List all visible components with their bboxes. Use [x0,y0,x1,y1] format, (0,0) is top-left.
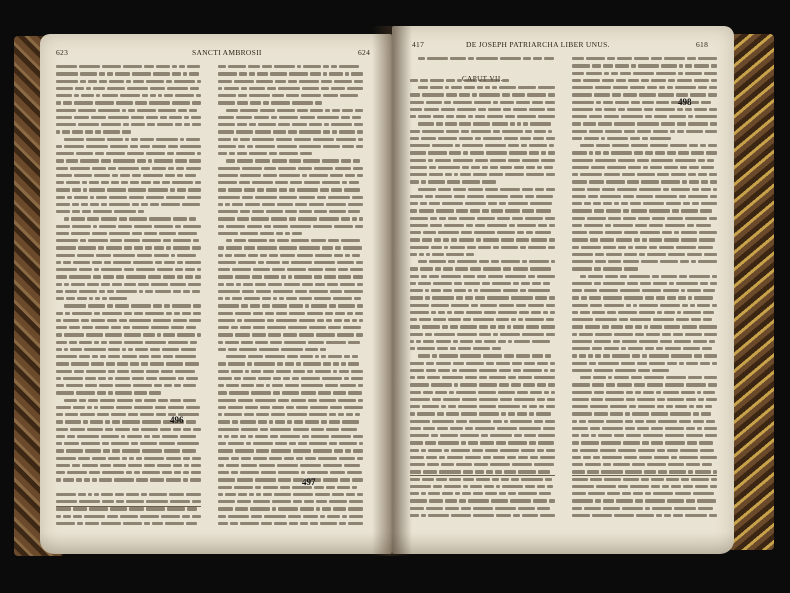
text-line [56,390,201,397]
text-line [56,71,201,78]
text-line [572,477,717,484]
text-line [218,289,363,296]
text-line [56,158,201,165]
text-line [56,245,201,252]
text-line [218,318,363,325]
text-line [56,318,201,325]
text-line [218,332,363,339]
text-line [218,108,363,115]
text-line [572,513,717,520]
text-line [410,426,555,433]
text-line [572,165,717,172]
text-line [56,115,201,122]
text-line [218,477,363,484]
text-line [218,86,363,93]
text-line [218,492,363,499]
text-line [218,166,363,173]
text-line [572,136,717,143]
text-line [218,231,363,238]
text-line [56,427,201,434]
right-page-number-right: 618 [696,40,709,49]
footnote-rule [572,475,717,476]
text-line [410,288,555,295]
text-line [56,137,201,144]
text-line [410,63,555,70]
text-line [572,259,717,266]
text-line [572,129,717,136]
text-line [56,383,201,390]
text-line [218,216,363,223]
text-line [410,433,555,440]
text-line [410,136,555,143]
text-line [572,353,717,360]
text-line [572,187,717,194]
text-line [56,311,201,318]
text-line [218,419,363,426]
text-line [410,158,555,165]
text-line [218,260,363,267]
text-line [572,390,717,397]
text-line [56,434,201,441]
text-line [218,173,363,180]
text-line [218,521,363,528]
right-text-column-2 [572,56,717,526]
text-line [218,398,363,405]
text-line [572,368,717,375]
text-line [56,282,201,289]
text-line [410,455,555,462]
text-line [572,223,717,230]
text-line [218,71,363,78]
text-line [56,289,201,296]
text-line [218,282,363,289]
text-line [410,397,555,404]
text-line [410,317,555,324]
text-line [572,506,717,513]
text-line [410,375,555,382]
text-line [410,281,555,288]
text-line [218,499,363,506]
text-line [572,303,717,310]
text-line [56,122,201,129]
text-line [218,187,363,194]
text-line [218,441,363,448]
text-line [410,498,555,505]
book-cover-right [728,34,774,550]
text-line [572,332,717,339]
text-line [218,151,363,158]
text-line [218,325,363,332]
text-line [218,253,363,260]
text-line [572,317,717,324]
text-line [572,455,717,462]
text-line [218,412,363,419]
text-line [572,295,717,302]
text-line [410,56,555,63]
text-line [572,245,717,252]
text-line [572,143,717,150]
text-line [56,448,201,455]
text-line [56,340,201,347]
text-line [56,86,201,93]
text-line [410,411,555,418]
text-line [410,368,555,375]
text-line [56,325,201,332]
text-line [218,158,363,165]
text-line [56,274,201,281]
text-line [218,245,363,252]
text-line [218,354,363,361]
text-line [56,144,201,151]
text-line [218,463,363,470]
text-line [572,498,717,505]
text-line [410,208,555,215]
text-line [572,121,717,128]
text-line [218,93,363,100]
text-line [56,405,201,412]
text-line [56,79,201,86]
text-line [218,376,363,383]
text-line [218,180,363,187]
text-line [218,296,363,303]
text-line [572,114,717,121]
text-line [572,462,717,469]
text-line [572,310,717,317]
text-line [56,267,201,274]
text-line [572,324,717,331]
text-line [56,173,201,180]
text-line [572,252,717,259]
left-page-number-right: 624 [358,48,371,57]
text-line [218,383,363,390]
text-line [218,456,363,463]
text-line [410,506,555,513]
text-line [218,238,363,245]
text-line [56,369,201,376]
text-line [410,216,555,223]
text-line [218,405,363,412]
text-line [218,448,363,455]
text-line [410,165,555,172]
text-line [56,441,201,448]
text-line [410,513,555,520]
right-text-column-1 [410,56,555,526]
text-line [572,491,717,498]
text-line [572,361,717,368]
text-line [410,353,555,360]
text-line [410,237,555,244]
text-line [56,332,201,339]
text-line [572,78,717,85]
text-line [410,491,555,498]
text-line [572,71,717,78]
left-page-number: 623 [56,48,69,57]
text-line [218,224,363,231]
text-line [410,223,555,230]
text-line [56,463,201,470]
right-page [392,26,734,554]
text-line [56,361,201,368]
left-text-column-2 [218,64,363,534]
text-line [218,514,363,521]
text-line [56,398,201,405]
text-line [410,324,555,331]
page-shade [392,532,734,554]
text-line [218,485,363,492]
text-line [572,339,717,346]
text-line [410,85,555,92]
text-line [218,137,363,144]
text-line [572,237,717,244]
text-line [56,296,201,303]
text-line [56,492,201,499]
text-line [218,144,363,151]
text-line [410,114,555,121]
text-line [572,411,717,418]
text-line [572,426,717,433]
text-line [572,440,717,447]
text-line [56,64,201,71]
text-line [572,281,717,288]
marginal-number: 496 [170,415,184,425]
text-line [218,115,363,122]
text-line [410,303,555,310]
text-line [410,266,555,273]
text-line [56,231,201,238]
right-page-number: 417 [412,40,425,49]
text-line [410,310,555,317]
text-line [410,346,555,353]
text-line [572,484,717,491]
left-text-column-1 [56,64,201,534]
text-line [218,470,363,477]
text-line [218,79,363,86]
page-shade [40,532,392,554]
text-line [56,238,201,245]
text-line [218,122,363,129]
text-line [218,100,363,107]
text-line [572,100,717,107]
text-line [56,93,201,100]
text-line [56,202,201,209]
marginal-number: 497 [302,477,316,487]
text-line [56,477,201,484]
text-line [572,288,717,295]
text-line [572,179,717,186]
text-line [572,194,717,201]
text-line [56,187,201,194]
text-line [410,361,555,368]
text-line [572,375,717,382]
text-line [410,100,555,107]
text-line [572,274,717,281]
text-line [572,201,717,208]
text-line [56,521,201,528]
text-line [410,71,555,78]
text-line [218,274,363,281]
text-line [572,230,717,237]
text-line [56,470,201,477]
right-running-head: DE JOSEPH PATRIARCHA LIBER UNUS. [466,40,610,49]
text-line [410,121,555,128]
text-line [410,419,555,426]
text-line [572,158,717,165]
text-line [218,303,363,310]
left-page [40,34,392,554]
text-line [410,107,555,114]
text-line [410,448,555,455]
text-line [572,266,717,273]
text-line [410,150,555,157]
text-line [410,179,555,186]
text-line [56,224,201,231]
text-line [572,172,717,179]
text-line [572,92,717,99]
text-line [218,64,363,71]
text-line [56,347,201,354]
text-line [410,477,555,484]
text-line [410,339,555,346]
text-line [218,347,363,354]
text-line [410,187,555,194]
text-line [572,382,717,389]
text-line [410,462,555,469]
text-line [218,361,363,368]
text-line [56,303,201,310]
text-line [56,216,201,223]
text-line [56,180,201,187]
text-line [56,354,201,361]
text-line [56,151,201,158]
text-line [410,274,555,281]
text-line [218,129,363,136]
text-line [572,56,717,63]
text-line [218,195,363,202]
text-line [572,107,717,114]
text-line [218,506,363,513]
text-line [218,434,363,441]
text-line [410,78,555,85]
text-line [572,208,717,215]
text-line [572,85,717,92]
text-line [56,100,201,107]
text-line [56,376,201,383]
text-line [218,340,363,347]
text-line [572,404,717,411]
text-line [410,404,555,411]
text-line [218,311,363,318]
text-line [56,166,201,173]
text-line [410,201,555,208]
text-line [56,108,201,115]
text-line [218,267,363,274]
text-line [410,332,555,339]
text-line [410,245,555,252]
text-line [410,484,555,491]
text-line [572,346,717,353]
text-line [572,150,717,157]
text-line [410,143,555,150]
text-line [410,92,555,99]
text-line [56,456,201,463]
text-line [410,295,555,302]
left-running-head: SANCTI AMBROSII [192,48,262,57]
text-line [410,259,555,266]
text-line [572,63,717,70]
text-line [410,390,555,397]
text-line [410,194,555,201]
text-line [410,230,555,237]
text-line [56,485,201,492]
text-line [410,129,555,136]
text-line [572,216,717,223]
text-line [572,448,717,455]
text-line [56,129,201,136]
text-line [410,382,555,389]
text-line [56,209,201,216]
text-line [572,433,717,440]
text-line [218,202,363,209]
text-line [410,440,555,447]
text-line [410,172,555,179]
text-line [218,369,363,376]
text-line [56,260,201,267]
text-line [572,419,717,426]
text-line [56,253,201,260]
footnote-rule [410,475,555,476]
text-line [218,427,363,434]
text-line [56,514,201,521]
marginal-number: 498 [678,97,692,107]
text-line [218,390,363,397]
text-line [572,397,717,404]
text-line [56,195,201,202]
text-line [56,506,201,513]
footnote-rule [56,506,201,507]
text-line [410,252,555,259]
text-line [218,209,363,216]
